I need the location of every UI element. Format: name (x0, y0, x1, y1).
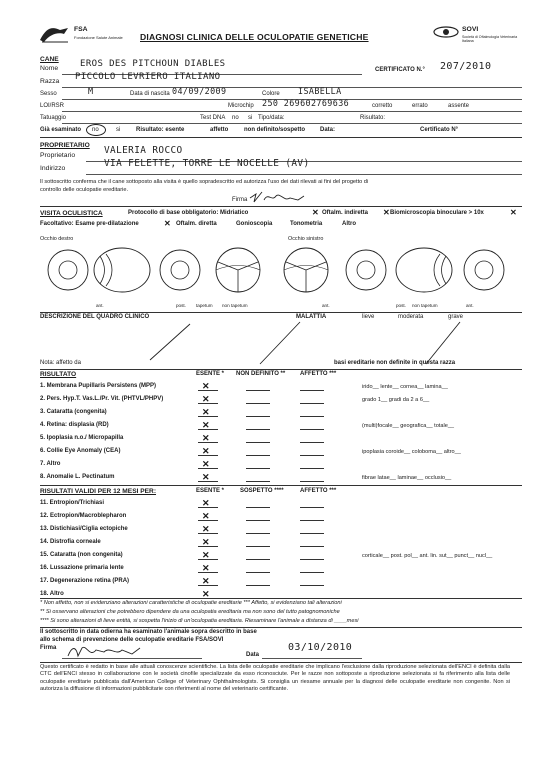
fsa-logo-text: FSA (74, 26, 88, 33)
vet-signature (66, 642, 146, 662)
loi-label: LOI/RSR (40, 103, 65, 109)
razza-label: Razza (40, 78, 60, 85)
risultato-esente-mark: ✕ (202, 459, 210, 469)
risultati12-row-field[interactable] (300, 520, 324, 521)
page-title: DIAGNOSI CLINICA DELLE OCULOPATIE GENETICHE (140, 32, 369, 42)
risultato-row-field[interactable] (246, 481, 270, 482)
occhio-destro-label: Occhio destro (40, 236, 74, 242)
note-2: ** Si osservano alterazioni che potrebbero dipendere da una oculopatia ereditaria ma non sono del tutto patognomoniche (40, 609, 340, 615)
razza-value[interactable]: PICCOLO LEVRIERO ITALIANO (75, 72, 221, 82)
eye-diagram-right (40, 242, 290, 308)
attestazione-text-2: allo schema di prevenzione delle oculopatie ereditarie FSA/SOVI (40, 637, 224, 643)
label-post-right: post. (176, 303, 186, 308)
corretto-option[interactable]: corretto (372, 103, 393, 109)
colore-label: Colore (262, 91, 280, 97)
gia-no-option[interactable]: no (92, 127, 99, 133)
check-biomicro: ✕ (510, 208, 517, 217)
risultato-row-field[interactable] (246, 390, 270, 391)
attestazione-text-1: Il sottoscritto in data odierna ha esaminato l'animale sopra descritto in base (40, 629, 257, 635)
risultati12-row-label: 11. Entropion/Trichiasi (40, 500, 105, 506)
risultato-esente-mark: ✕ (202, 446, 210, 456)
risultato-esente-mark: ✕ (202, 407, 210, 417)
section-visita: VISITA OCULISTICA (40, 210, 103, 217)
risultati12-esente-mark: ✕ (202, 576, 210, 586)
tonometria-option[interactable]: Tonometria (290, 221, 323, 227)
gia-nondef-option[interactable]: non definito/sospetto (244, 127, 305, 133)
nascita-value[interactable]: 04/09/2009 (172, 86, 227, 96)
sesso-value[interactable]: M (88, 86, 94, 96)
risultato-row-field[interactable] (246, 403, 270, 404)
label-post-left: post. (396, 303, 406, 308)
risultato-row-field[interactable] (246, 455, 270, 456)
gonioscopia-option[interactable]: Gonioscopia (236, 221, 273, 227)
risultato-row-label: 4. Retina: displasia (RD) (40, 422, 109, 428)
section-risultati12: RISULTATI VALIDI PER 12 MESI PER: (40, 488, 157, 495)
protocollo-label: Protocollo di base obbligatorio: Midriatico (128, 210, 249, 216)
certificato-value[interactable]: 207/2010 (440, 61, 492, 72)
risultato-row-label: 6. Collie Eye Anomaly (CEA) (40, 448, 121, 454)
risultato-esente-mark: ✕ (202, 420, 210, 430)
microchip-value[interactable]: 250 269602769636 (262, 98, 350, 108)
risultati12-esente-mark: ✕ (202, 524, 210, 534)
proprietario-label: Proprietario (40, 152, 76, 159)
risultato-row-label: 1. Membrana Pupillaris Persistens (MPP) (40, 383, 157, 389)
risultato-row-field[interactable] (300, 390, 324, 391)
risultato-row-field[interactable] (300, 429, 324, 430)
basi-label: basi ereditarie non definite in questa razza (334, 360, 456, 366)
risultati12-esente-mark: ✕ (202, 511, 210, 521)
sesso-label: Sesso (40, 91, 57, 97)
risultati12-esente-mark: ✕ (202, 537, 210, 547)
risultati12-row-field[interactable] (246, 559, 270, 560)
vet-data-label: Data (246, 652, 260, 658)
col12-affetto: AFFETTO *** (300, 488, 337, 494)
fsa-logo (38, 22, 72, 44)
risultati12-row-detail: corticale__ post. pol__ ant. lin. sut__ punct__ nucl__ (362, 553, 493, 559)
label-nontapetum-left: non tapetum (412, 303, 438, 308)
eye-diagram-left (278, 242, 528, 308)
risultati12-row-field[interactable] (246, 585, 270, 586)
risultato-row-label: 8. Anomalie L. Pectinatum (40, 474, 115, 480)
col-nondefinito: NON DEFINITO ** (236, 371, 286, 377)
risultato-row-field[interactable] (300, 455, 324, 456)
gia-no-circle (86, 124, 106, 136)
sovi-logo-subtitle: Società di Oftalmologia Veterinaria Italiana (462, 35, 518, 43)
tatuaggio-label: Tatuaggio (40, 115, 67, 121)
risultato-esente-mark: ✕ (202, 394, 210, 404)
section-proprietario: PROPRIETARIO (40, 142, 90, 149)
nome-value[interactable]: EROS DES PITCHOUN DIABLES (80, 59, 226, 69)
vet-data-value[interactable]: 03/10/2010 (288, 642, 353, 653)
certificato-label: CERTIFICATO N.° (375, 67, 425, 73)
risultato-row-detail: irido__ lente__ cornea__ lamina__ (362, 384, 448, 390)
gia-data-label: Data: (320, 127, 336, 133)
indirizzo-value[interactable]: VIA FELETTE, TORRE LE NOCELLE (AV) (104, 158, 310, 169)
testdna-no[interactable]: no (232, 115, 239, 121)
risultati12-row-label: 18. Altro (40, 591, 64, 597)
vet-firma-label: Firma (40, 645, 57, 651)
risultati12-row-field[interactable] (300, 546, 324, 547)
testdna-si[interactable]: si (248, 115, 253, 121)
malattia-label: MALATTIA (296, 314, 327, 320)
risultato-row-field[interactable] (300, 442, 324, 443)
check-predilatazione: ✕ (164, 219, 171, 228)
risultato-esente-mark: ✕ (202, 433, 210, 443)
risultato-row-label: 5. Ipoplasia n.o./ Micropapilla (40, 435, 124, 441)
risultati12-row-label: 12. Ectropion/Macroblepharon (40, 513, 127, 519)
risultati12-row-label: 16. Lussazione primaria lente (40, 565, 124, 571)
occhio-sinistro-label: Occhio sinistro (288, 236, 324, 242)
gia-esaminato-label: Già esaminato (40, 127, 82, 133)
risultato-row-field[interactable] (300, 481, 324, 482)
sovi-eye-icon (432, 24, 460, 40)
risultati12-esente-mark: ✕ (202, 589, 210, 599)
risultato-row-label: 2. Pers. Hyp.T. Vas.L./Pr. Vit. (PHTVL/PHPV) (40, 396, 164, 402)
risultati12-row-field[interactable] (246, 546, 270, 547)
check-midriatico: ✕ (312, 208, 319, 217)
risultato-esente-mark: ✕ (202, 472, 210, 482)
nome-label: Nome (40, 65, 59, 72)
errato-option[interactable]: errato (412, 103, 428, 109)
risultati12-row-label: 14. Distrofia corneale (40, 539, 101, 545)
risultati12-esente-mark: ✕ (202, 498, 210, 508)
label-ant-left-2: ant. (466, 303, 474, 308)
section-risultato: RISULTATO (40, 371, 77, 378)
testdna-label: Test DNA (200, 115, 226, 121)
risultato-esente-mark: ✕ (202, 381, 210, 391)
risultati12-row-field[interactable] (246, 572, 270, 573)
gia-affetto-option[interactable]: affetto (210, 127, 229, 133)
risultati12-row-field[interactable] (300, 559, 324, 560)
section-cane: CANE (40, 56, 59, 63)
risultati12-row-field[interactable] (300, 585, 324, 586)
risultato-row-field[interactable] (300, 403, 324, 404)
risultati12-row-label: 15. Cataratta (non congenita) (40, 552, 123, 558)
proprietario-signature (248, 190, 308, 204)
oftalm-indiretta-option[interactable]: Oftalm. indiretta (322, 210, 369, 216)
col-affetto: AFFETTO *** (300, 371, 337, 377)
colore-value[interactable]: ISABELLA (298, 86, 342, 96)
risultato-row-detail: ipoplasia coroide__ coloboma__ altro__ (362, 449, 461, 455)
grave-option[interactable]: grave (448, 314, 464, 320)
proprietario-value[interactable]: VALERIA ROCCO (104, 145, 183, 156)
altro-option[interactable]: Altro (342, 221, 356, 227)
microchip-label: Microchip (228, 103, 254, 109)
risultati12-row-field[interactable] (246, 507, 270, 508)
col12-esente: ESENTE * (196, 488, 225, 494)
note-1: * Non affetto, non si evidenziano alterazioni caratteristiche di oculopatie ereditarie *** Affetto, si evidenziano tali alterazioni (40, 600, 342, 606)
gia-cert-label: Certificato N° (420, 127, 459, 133)
gia-si-option[interactable]: si (116, 127, 121, 133)
sovi-logo-text: SOVI (462, 26, 479, 33)
facoltativo-label: Facoltativo: Esame pre-dilatazione (40, 221, 139, 227)
label-nontapetum-right: non tapetum (222, 303, 248, 308)
oftalm-diretta-option[interactable]: Oftalm. diretta (176, 221, 217, 227)
risultato-row-field[interactable] (246, 416, 270, 417)
footer-disclaimer: Questo certificato è redatto in base alle attuali conoscenze scientifiche. La lista delle oculopatie ereditarie che implicano l'esclusione dalla riproduzione selezionata dell'ENCI è definita dalla CTC dell'ENCI stesso in collaborazione con le società cinofile specializzate da esso riconosciute. Per le razze non sottoposte a riproduzione selezionata si fa riferimento alla lista delle oculopatie ereditarie pubblicata dall'American College of Veterinary Ophthalmologists. Si consiglia un riesame annuale per la diagnosi delle oculopatie ereditarie non congenite. Non si autorizza la diffusione di informazioni pubblicitarie con riferimenti al nome del veterinario certificante. (40, 664, 510, 693)
risultati12-esente-mark: ✕ (202, 550, 210, 560)
moderata-option[interactable]: moderata (398, 314, 424, 320)
note-3: **** Si sono alterazioni di lieve entità, si sospetta l'inizio di un'oculopatia ereditaria. Riesaminare l'animale a distanza di ____mesi (40, 618, 359, 624)
nascita-label: Data di nascita (130, 91, 170, 97)
consenso-text-1: Il sottoscritto conferma che il cane sottoposto alla visita è quello sopradescritto ed autorizza l'uso dei dati rilevati ai fini del progetto di (40, 179, 369, 185)
col12-sospetto: SOSPETTO **** (240, 488, 284, 494)
risultato-row-field[interactable] (300, 468, 324, 469)
risultato-row-field[interactable] (300, 416, 324, 417)
risultato-row-detail: (multi)focale__ geografica__ totale__ (362, 423, 455, 429)
risultati12-row-label: 13. Distichiasi/Ciglia ectopiche (40, 526, 128, 532)
risultati12-esente-mark: ✕ (202, 563, 210, 573)
risultati12-row-field[interactable] (246, 533, 270, 534)
risultato-row-label: 3. Cataratta (congenita) (40, 409, 107, 415)
consenso-text-2: controllo delle oculopatie ereditarie. (40, 187, 129, 193)
risultati12-row-field[interactable] (246, 520, 270, 521)
risultati12-row-field[interactable] (300, 572, 324, 573)
proprietario-firma-label: Firma (232, 197, 248, 203)
lieve-option[interactable]: lieve (362, 314, 375, 320)
fsa-logo-icon (38, 22, 72, 44)
risultato-row-field[interactable] (246, 468, 270, 469)
risultato-row-detail: fibrae latae__ laminae__ occlusio__ (362, 475, 452, 481)
tipo-data-label: Tipo/data: (258, 115, 285, 121)
fsa-logo-subtitle: Fondazione Salute Animale (74, 35, 123, 40)
risultato-row-field[interactable] (246, 429, 270, 430)
gia-risultato-label: Risultato: esente (136, 127, 185, 133)
label-ant-left: ant. (322, 303, 330, 308)
testdna-risultato-label: Risultato: (360, 115, 386, 121)
risultato-row-detail: grado 1__ gradi da 2 a 6__ (362, 397, 430, 403)
col-esente: ESENTE * (196, 371, 225, 377)
risultati12-row-label: 17. Degenerazione retina (PRA) (40, 578, 130, 584)
risultati12-row-field[interactable] (300, 533, 324, 534)
label-ant-right: ant. (96, 303, 104, 308)
nota-label: Nota: affetto da (40, 360, 81, 366)
descrizione-label: DESCRIZIONE DEL QUADRO CLINICO (40, 314, 150, 320)
indirizzo-label: Indirizzo (40, 165, 66, 172)
label-tapetum-right: tapetum (196, 303, 213, 308)
assente-option[interactable]: assente (448, 103, 470, 109)
risultati12-row-field[interactable] (300, 507, 324, 508)
risultato-row-label: 7. Altro (40, 461, 61, 467)
sovi-logo (432, 24, 460, 45)
check-oftalm-ind: ✕ (383, 208, 390, 217)
biomicroscopia-option[interactable]: Biomicroscopia binoculare > 10x (390, 210, 484, 216)
risultato-row-field[interactable] (246, 442, 270, 443)
